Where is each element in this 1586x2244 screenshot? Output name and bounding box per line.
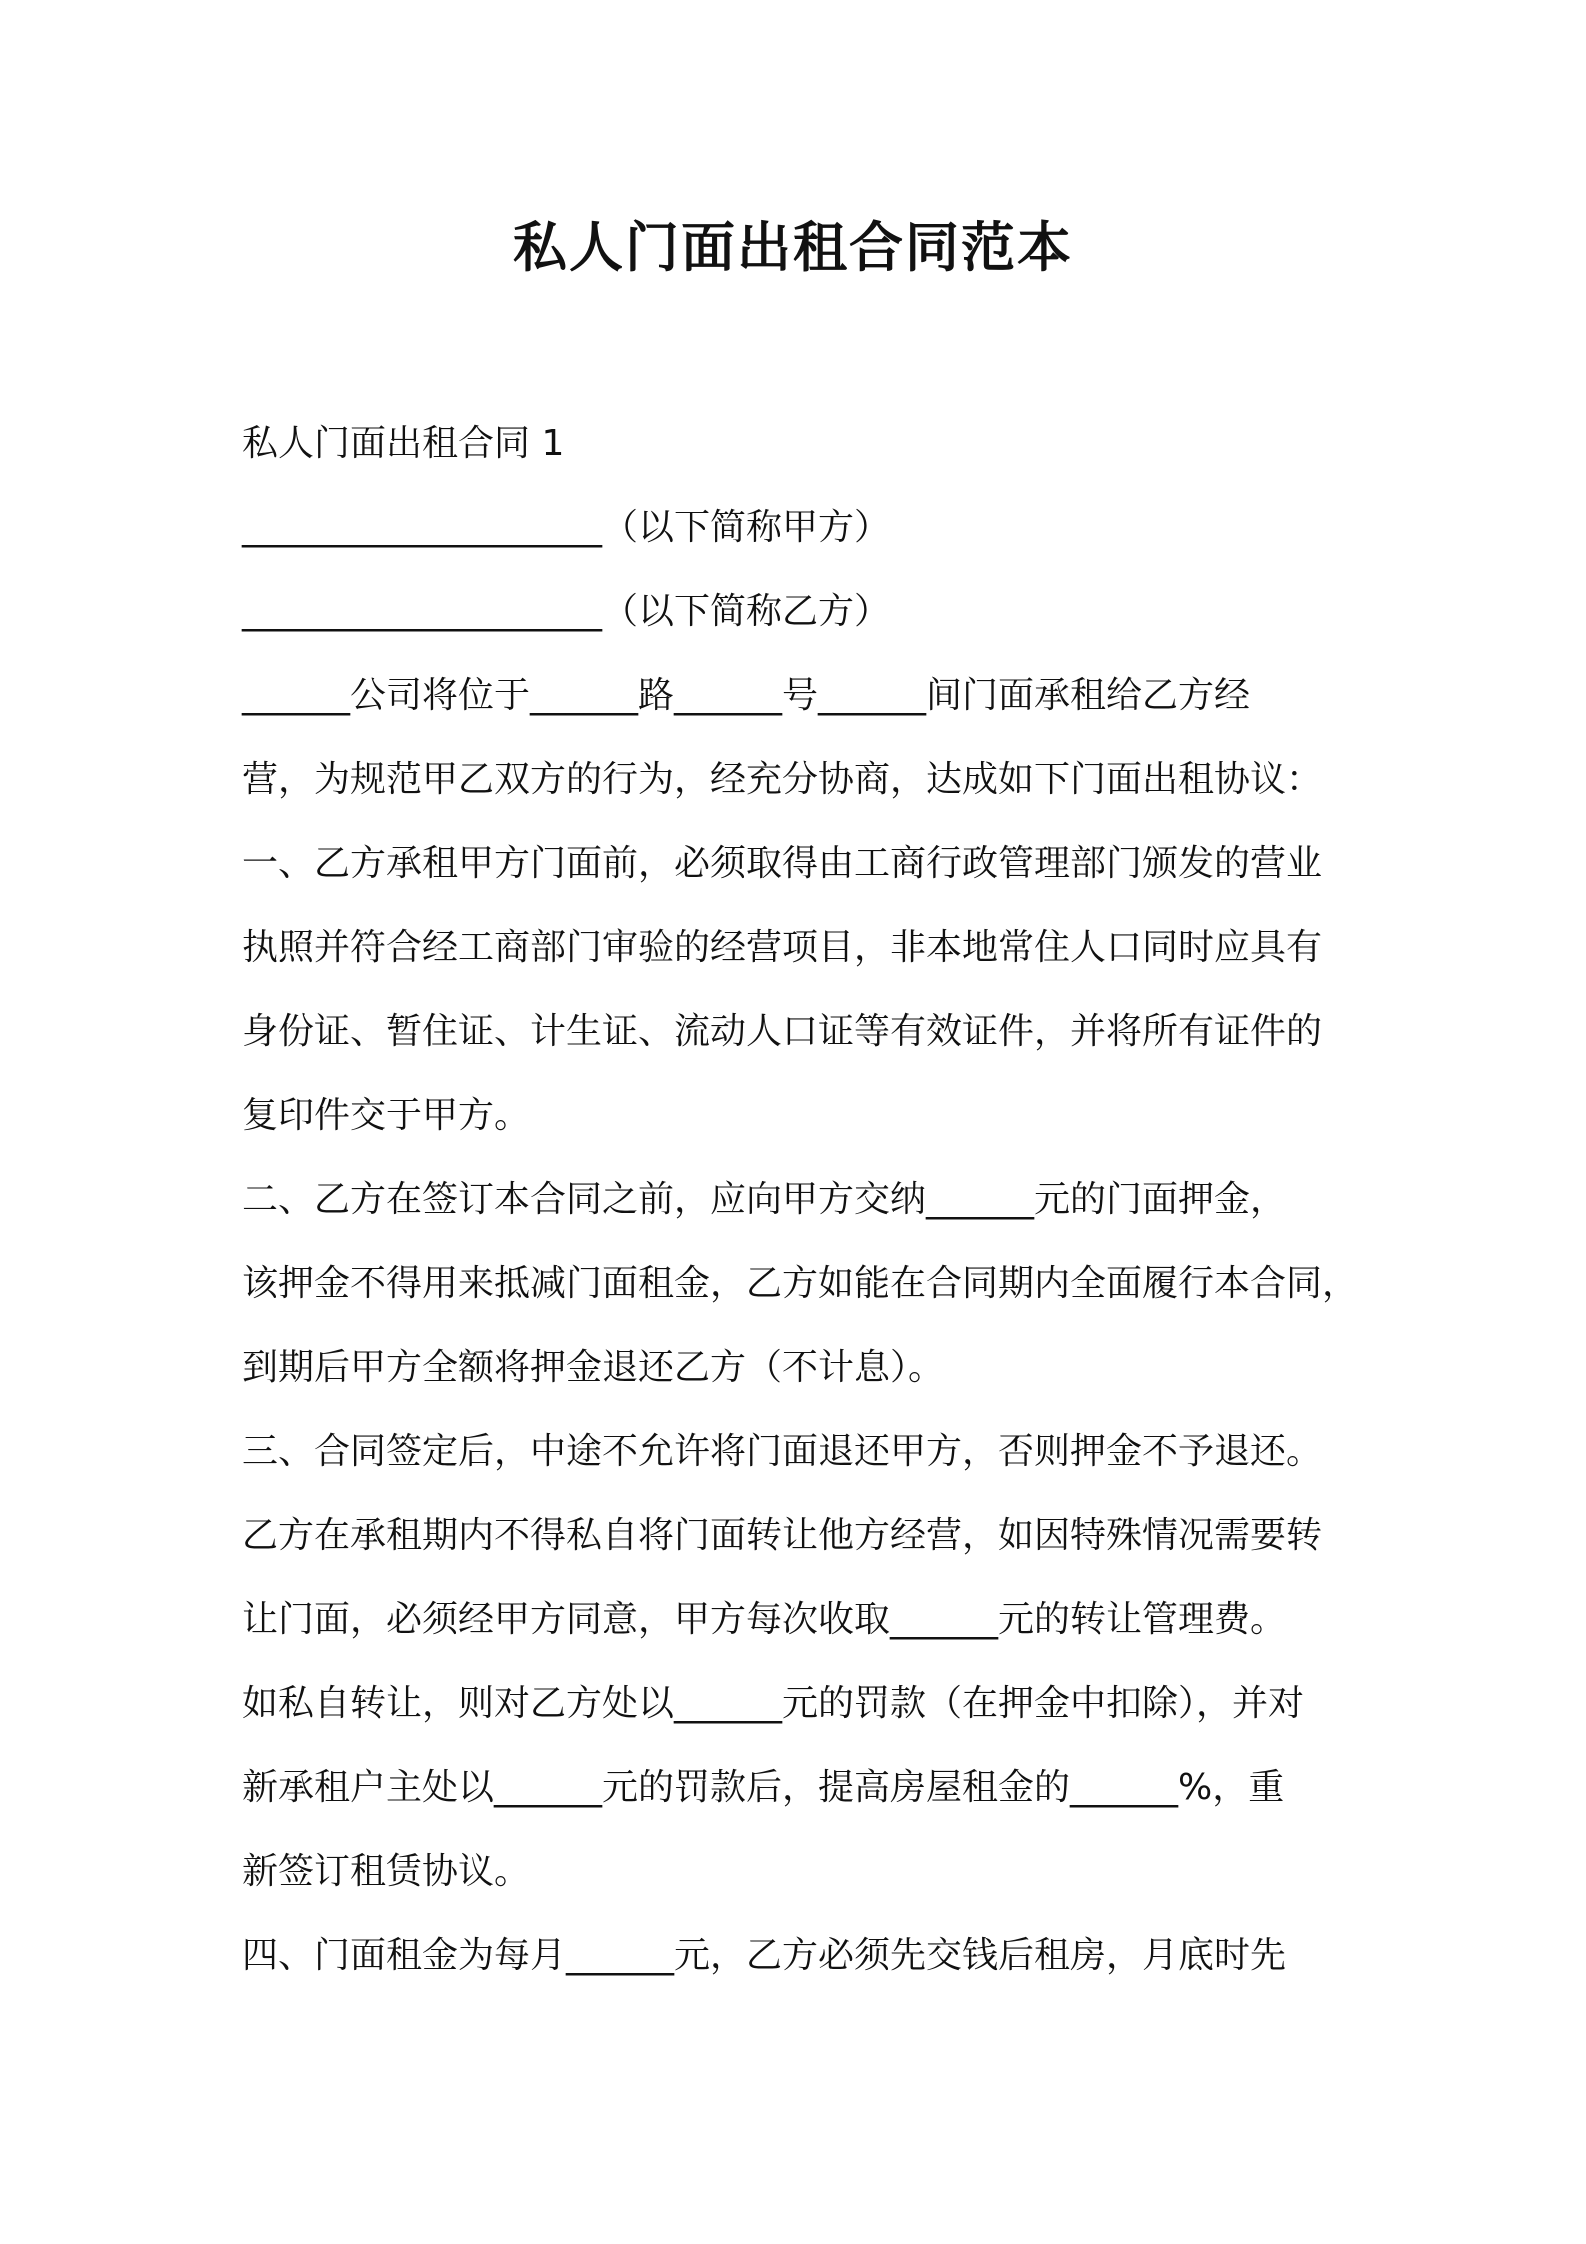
clause-2-line: 该押金不得用来抵减门面租金，乙方如能在合同期内全面履行本合同， xyxy=(242,1263,1359,1304)
clause-2-line: 二、乙方在签订本合同之前，应向甲方交纳______元的门面押金， xyxy=(242,1179,1287,1220)
clause-1-line: 一、乙方承租甲方门面前，必须取得由工商行政管理部门颁发的营业 xyxy=(242,843,1323,884)
clause-3-line: 如私自转让，则对乙方处以______元的罚款（在押金中扣除），并对 xyxy=(242,1683,1305,1724)
clause-3-line: 新承租户主处以______元的罚款后，提高房屋租金的______%，重 xyxy=(242,1767,1285,1808)
clause-1-line: 身份证、暂住证、计生证、流动人口证等有效证件，并将所有证件的 xyxy=(242,1011,1323,1052)
section-heading: 私人门面出租合同 1 xyxy=(242,423,565,464)
party-a-line: ____________________（以下简称甲方） xyxy=(242,507,891,548)
clause-3-line: 乙方在承租期内不得私自将门面转让他方经营，如因特殊情况需要转 xyxy=(242,1515,1323,1556)
document-title: 私人门面出租合同范本 xyxy=(513,216,1073,279)
paragraph-line: 营，为规范甲乙双方的行为，经充分协商，达成如下门面出租协议： xyxy=(242,759,1323,800)
paragraph-line: ______公司将位于______路______号______间门面承租给乙方经 xyxy=(242,675,1251,716)
clause-3-line: 新签订租赁协议。 xyxy=(242,1851,531,1892)
clause-1-line: 复印件交于甲方。 xyxy=(242,1095,531,1136)
clause-4-line: 四、门面租金为每月______元，乙方必须先交钱后租房，月底时先 xyxy=(242,1935,1287,1976)
party-b-line: ____________________（以下简称乙方） xyxy=(242,591,891,632)
document-body xyxy=(242,402,1367,1998)
clause-3-line: 让门面，必须经甲方同意，甲方每次收取______元的转让管理费。 xyxy=(242,1599,1287,1640)
clause-3-line: 三、合同签定后，中途不允许将门面退还甲方，否则押金不予退还。 xyxy=(242,1431,1323,1472)
clause-1-line: 执照并符合经工商部门审验的经营项目，非本地常住人口同时应具有 xyxy=(242,927,1323,968)
clause-2-line: 到期后甲方全额将押金退还乙方（不计息）。 xyxy=(242,1347,945,1388)
